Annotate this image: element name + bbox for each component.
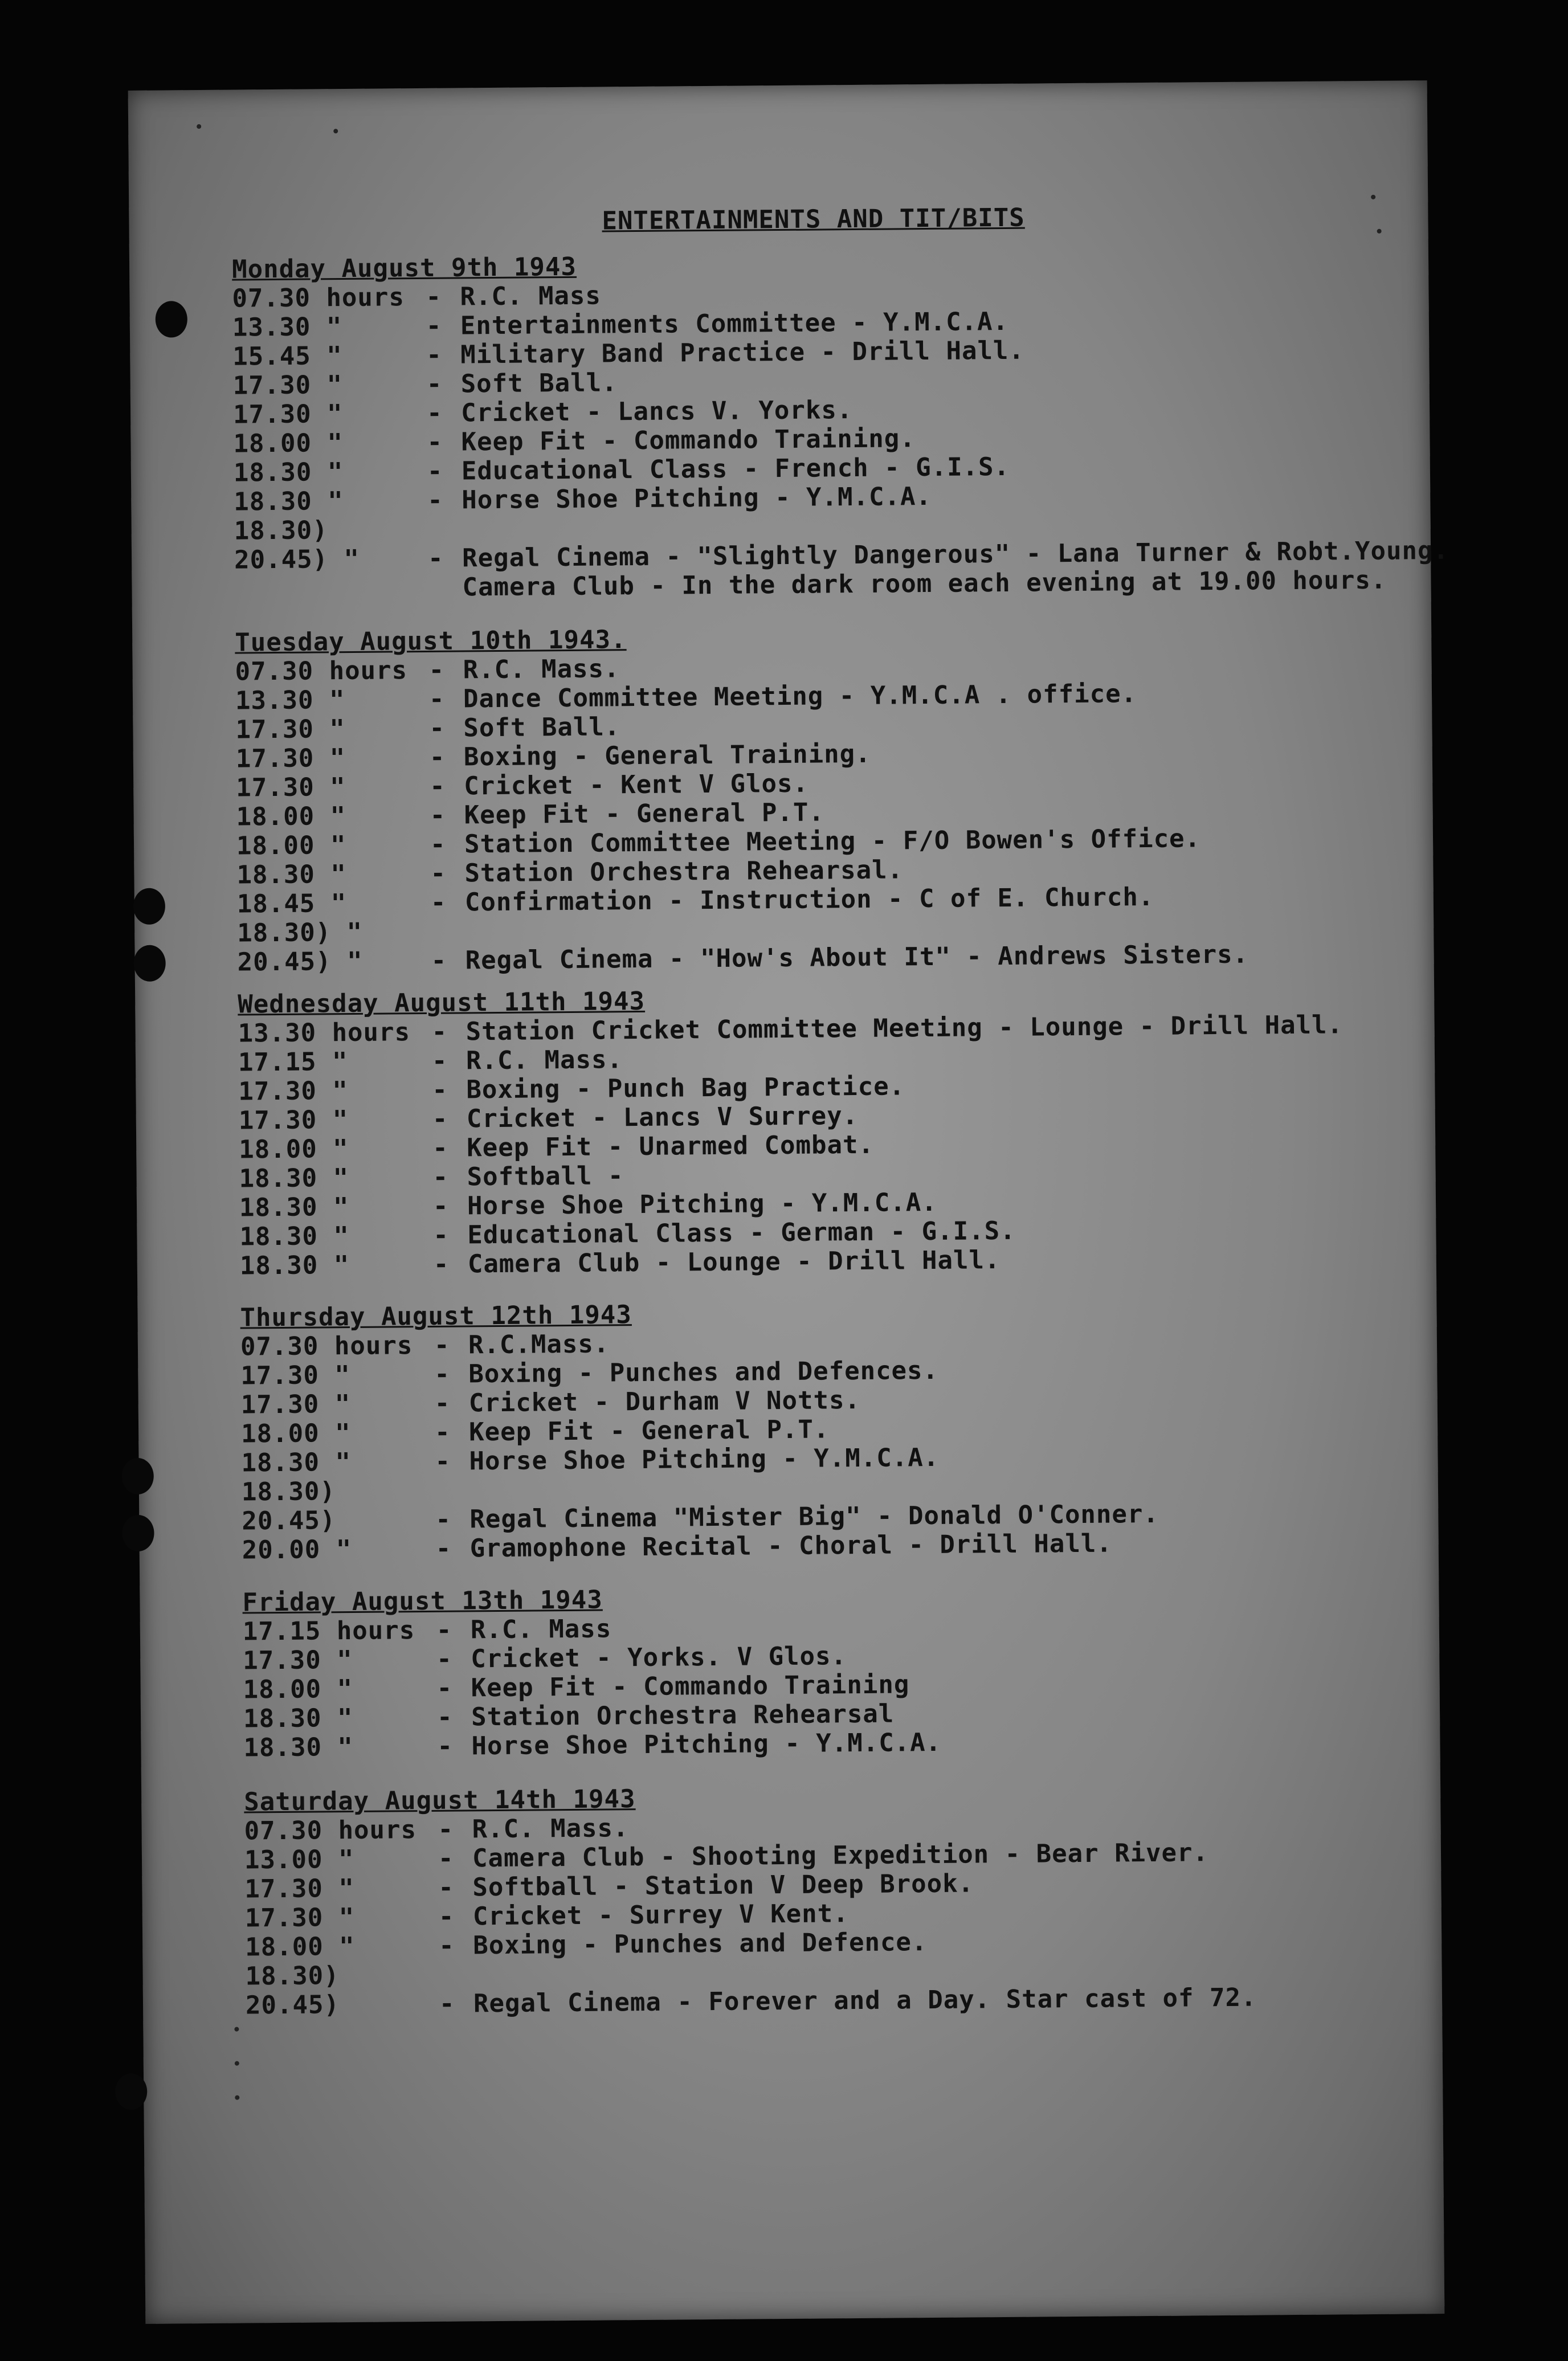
entry-dash: - bbox=[430, 859, 447, 888]
entry-description: Camera Club - Lounge - Drill Hall. bbox=[467, 1245, 1001, 1279]
entry-description: Cricket - Surrey V Kent. bbox=[472, 1899, 849, 1931]
entry-time: 18.30) bbox=[234, 516, 328, 546]
entry-time: 17.30 " bbox=[235, 744, 346, 774]
day-block-thursday bbox=[240, 1294, 1404, 1565]
entry-time: 13.00 " bbox=[244, 1844, 354, 1875]
entry-description: Cricket - Kent V Glos. bbox=[464, 769, 809, 801]
day-block-wednesday bbox=[238, 981, 1402, 1281]
entry-time: 13.30 " bbox=[235, 685, 345, 716]
entry-dash: - bbox=[434, 1388, 451, 1418]
entry-time: 18.00 " bbox=[245, 1931, 355, 1962]
entry-dash: - bbox=[432, 1104, 448, 1134]
day-heading: Monday August 9th 1943 bbox=[231, 252, 577, 284]
entry-dash: - bbox=[427, 456, 443, 486]
entry-description: Keep Fit - Commando Training bbox=[471, 1670, 910, 1703]
entry-time: 18.30 " bbox=[243, 1704, 353, 1734]
entry-description: Educational Class - German - G.I.S. bbox=[467, 1216, 1016, 1250]
day-heading: Tuesday August 10th 1943. bbox=[235, 625, 627, 657]
speck-mark bbox=[1371, 195, 1375, 199]
entry-dash: - bbox=[426, 369, 443, 399]
entry-description: Confirmation - Instruction - C of E. Church. bbox=[464, 882, 1154, 917]
entry-description: R.C. Mass. bbox=[463, 654, 620, 685]
entry-dash: - bbox=[431, 1046, 448, 1076]
entry-time: 18.00 " bbox=[236, 802, 346, 832]
entry-dash: - bbox=[428, 684, 445, 714]
entry-time: 18.00 " bbox=[236, 831, 346, 861]
entry-description: R.C.Mass. bbox=[468, 1329, 610, 1360]
entry-description: Horse Shoe Pitching - Y.M.C.A. bbox=[467, 1187, 937, 1221]
entry-dash bbox=[428, 514, 462, 544]
entry-dash: - bbox=[426, 398, 443, 428]
entry-dash: - bbox=[433, 1220, 450, 1250]
entry-time: 15.45 " bbox=[232, 341, 342, 371]
entry-dash: - bbox=[434, 1359, 451, 1389]
entry-time: 20.45) " bbox=[237, 946, 363, 977]
entry-description: Horse Shoe Pitching - Y.M.C.A. bbox=[462, 481, 932, 515]
day-block-tuesday bbox=[235, 619, 1400, 977]
entry-description: Boxing - Punch Bag Practice. bbox=[466, 1072, 905, 1105]
entry-dash: - bbox=[432, 1162, 449, 1192]
page-title: ENTERTAINMENTS AND TIT/BITS bbox=[602, 203, 1025, 236]
entry-dash: - bbox=[430, 830, 446, 859]
document-content bbox=[128, 80, 1449, 2324]
entry-description: Keep Fit - General P.T. bbox=[464, 798, 825, 830]
entry-dash: - bbox=[430, 888, 447, 917]
entry-description: Keep Fit - Unarmed Combat. bbox=[467, 1130, 875, 1163]
entry-time: 18.30 " bbox=[233, 458, 344, 488]
entry-dash: - bbox=[437, 1731, 454, 1761]
entry-dash: - bbox=[438, 1873, 455, 1902]
entry-description: Gramophone Recital - Choral - Drill Hall. bbox=[469, 1529, 1113, 1563]
day-block-monday bbox=[231, 246, 1449, 604]
entry-dash: - bbox=[439, 1989, 455, 2019]
entry-dash: - bbox=[427, 485, 444, 515]
entry-time: 18.30 " bbox=[236, 860, 347, 890]
entry-dash: - bbox=[433, 1249, 450, 1279]
entry-time: 07.30 hours bbox=[232, 283, 405, 313]
entry-time: 07.30 hours bbox=[244, 1815, 417, 1846]
entry-dash bbox=[431, 917, 465, 946]
entry-description: Horse Shoe Pitching - Y.M.C.A. bbox=[469, 1443, 940, 1476]
entry-time: 18.30 " bbox=[239, 1222, 350, 1252]
entry-description: Military Band Practice - Drill Hall. bbox=[460, 336, 1025, 370]
entry-time: 17.30 " bbox=[236, 773, 346, 803]
entry-time: 20.45) bbox=[245, 1990, 340, 2020]
entry-time: 18.30 " bbox=[239, 1163, 349, 1194]
document-sheet bbox=[128, 80, 1449, 2324]
entry-dash: - bbox=[430, 800, 446, 830]
punch-hole bbox=[156, 301, 188, 337]
speck-mark bbox=[197, 124, 201, 129]
entry-description: R.C. Mass. bbox=[472, 1813, 629, 1844]
entry-dash bbox=[439, 1960, 473, 1989]
entry-description: Boxing - Punches and Defences. bbox=[468, 1355, 939, 1389]
entry-time: 17.30 " bbox=[238, 1105, 349, 1135]
entry-description: Cricket - Yorks. V Glos. bbox=[471, 1641, 847, 1674]
entry-dash: - bbox=[428, 655, 445, 685]
entry-dash: - bbox=[431, 946, 447, 975]
entry-time: 17.30 " bbox=[240, 1390, 351, 1420]
entry-description: Keep Fit - General P.T. bbox=[468, 1415, 830, 1447]
day-heading: Saturday August 14th 1943 bbox=[244, 1784, 636, 1817]
entry-time: 18.00 " bbox=[239, 1134, 349, 1165]
speck-mark bbox=[234, 2027, 239, 2032]
entry-time: 17.30 " bbox=[244, 1873, 355, 1904]
entry-description: Entertainments Committee - Y.M.C.A. bbox=[460, 307, 1009, 341]
entry-dash: - bbox=[435, 1505, 452, 1534]
entry-description: Station Orchestra Rehearsal bbox=[471, 1699, 895, 1732]
entry-dash: - bbox=[432, 1191, 449, 1221]
punch-hole bbox=[122, 1515, 154, 1551]
entry-dash: - bbox=[427, 427, 443, 457]
entry-description: Camera Club - Shooting Expedition - Bear River. bbox=[472, 1838, 1209, 1873]
entry-time: 18.00 " bbox=[243, 1674, 353, 1705]
entry-description: Regal Cinema - "Slightly Dangerous" - Lana Turner & Robt.Young. bbox=[462, 536, 1449, 573]
entry-description: Dance Committee Meeting - Y.M.C.A . office. bbox=[463, 679, 1137, 714]
entry-description: Cricket - Lancs V. Yorks. bbox=[460, 395, 853, 428]
speck-mark bbox=[1377, 229, 1382, 234]
day-block-friday bbox=[242, 1579, 1406, 1762]
day-heading: Friday August 13th 1943 bbox=[242, 1585, 603, 1617]
entry-dash: - bbox=[427, 544, 444, 573]
entry-time: 17.30 " bbox=[240, 1361, 350, 1391]
entry-time: 13.30 " bbox=[232, 312, 342, 342]
entry-time: 18.30 " bbox=[234, 487, 344, 517]
entry-description: Softball - Station V Deep Brook. bbox=[472, 1869, 974, 1902]
punch-hole bbox=[115, 2073, 148, 2110]
entry-description: Softball - bbox=[467, 1161, 624, 1192]
entry-dash: - bbox=[432, 1133, 448, 1163]
entry-time: 18.30) " bbox=[237, 917, 363, 948]
entry-description: Regal Cinema "Mister Big" - Donald O'Conner. bbox=[469, 1499, 1159, 1534]
entry-dash: - bbox=[436, 1644, 452, 1674]
entry-description: Regal Cinema - Forever and a Day. Star cast of 72. bbox=[473, 1983, 1257, 2019]
entry-time: 17.30 " bbox=[232, 399, 343, 430]
entry-description: R.C. Mass. bbox=[466, 1045, 623, 1076]
entry-description: Horse Shoe Pitching - Y.M.C.A. bbox=[471, 1727, 942, 1761]
entry-time: 18.30 " bbox=[239, 1192, 349, 1223]
entry-dash: - bbox=[438, 1815, 454, 1844]
entry-time: 18.00 " bbox=[240, 1419, 351, 1449]
entry-description: Station Orchestra Rehearsal. bbox=[464, 855, 904, 888]
entry-dash: - bbox=[435, 1534, 452, 1563]
entry-time: 20.00 " bbox=[242, 1535, 352, 1565]
entry-dash: - bbox=[426, 311, 442, 341]
entry-dash: - bbox=[439, 1931, 455, 1960]
entry-description: Soft Ball. bbox=[463, 712, 620, 743]
entry-description: Keep Fit - Commando Training. bbox=[461, 424, 916, 457]
entry-time: 17.30 " bbox=[232, 370, 343, 401]
entry-dash: - bbox=[434, 1418, 451, 1447]
speck-mark bbox=[333, 129, 338, 133]
entry-description: Boxing - Punches and Defence. bbox=[473, 1927, 928, 1960]
entry-dash: - bbox=[426, 340, 443, 370]
entry-time: 18.45 " bbox=[236, 889, 347, 919]
entry-time: 18.30 " bbox=[243, 1732, 354, 1763]
entry-description: Cricket - Durham V Notts. bbox=[468, 1385, 861, 1418]
entry-dash: - bbox=[434, 1330, 450, 1360]
entry-time: 07.30 hours bbox=[235, 656, 408, 687]
entry-time: 07.30 hours bbox=[240, 1331, 413, 1362]
entry-time: 20.45) " bbox=[234, 544, 360, 575]
entry-dash: - bbox=[429, 713, 446, 743]
entry-time: 20.45) bbox=[242, 1506, 336, 1536]
entry-time: 17.30 " bbox=[244, 1902, 355, 1933]
entry-dash: - bbox=[436, 1702, 453, 1732]
day-block-saturday bbox=[244, 1778, 1408, 2020]
entry-description: Cricket - Lancs V Surrey. bbox=[466, 1101, 859, 1134]
entry-time: 18.00 " bbox=[233, 428, 344, 459]
entry-dash: - bbox=[436, 1673, 453, 1703]
day-heading: Wednesday August 11th 1943 bbox=[238, 986, 646, 1019]
entry-dash: - bbox=[438, 1902, 455, 1931]
day-note: Camera Club - In the dark room each evening at 19.00 hours. bbox=[462, 565, 1387, 602]
entry-dash: - bbox=[435, 1447, 451, 1476]
entry-time: 18.30 " bbox=[239, 1251, 350, 1281]
punch-hole bbox=[121, 1458, 154, 1494]
entry-dash: - bbox=[436, 1615, 452, 1645]
entry-description: R.C. Mass bbox=[470, 1614, 612, 1645]
entry-time: 18.30) bbox=[245, 1961, 340, 1991]
entry-dash: - bbox=[431, 1017, 448, 1047]
entry-dash: - bbox=[438, 1844, 454, 1873]
entry-description: R.C. Mass bbox=[460, 281, 602, 312]
entry-time: 17.30 " bbox=[238, 1076, 349, 1106]
entry-dash: - bbox=[429, 742, 446, 772]
entry-dash: - bbox=[430, 771, 446, 801]
entry-time: 13.30 hours bbox=[238, 1018, 411, 1048]
entry-time: 17.30 " bbox=[243, 1645, 353, 1676]
entry-dash: - bbox=[426, 282, 442, 312]
speck-mark bbox=[235, 2096, 239, 2100]
entry-description: Regal Cinema - "How's About It" - Andrews Sisters. bbox=[465, 940, 1249, 975]
speck-mark bbox=[235, 2061, 239, 2066]
punch-hole bbox=[133, 945, 166, 982]
entry-description: Soft Ball. bbox=[460, 368, 618, 399]
entry-time: 17.15 " bbox=[238, 1047, 348, 1077]
entry-time: 17.30 " bbox=[235, 714, 346, 745]
entry-time: 17.15 hours bbox=[242, 1616, 415, 1647]
entry-dash bbox=[435, 1476, 469, 1505]
entry-dash: - bbox=[432, 1075, 448, 1105]
entry-description: Station Committee Meeting - F/O Bowen's Office. bbox=[464, 824, 1201, 859]
day-heading: Thursday August 12th 1943 bbox=[240, 1300, 632, 1333]
punch-hole bbox=[133, 888, 166, 925]
entry-time: 18.30 " bbox=[241, 1448, 352, 1478]
entry-time: 18.30) bbox=[241, 1477, 336, 1507]
entry-description: Station Cricket Committee Meeting - Lounge - Drill Hall. bbox=[466, 1010, 1344, 1047]
entry-description: Educational Class - French - G.I.S. bbox=[461, 452, 1010, 486]
entry-description: Boxing - General Training. bbox=[463, 739, 871, 772]
